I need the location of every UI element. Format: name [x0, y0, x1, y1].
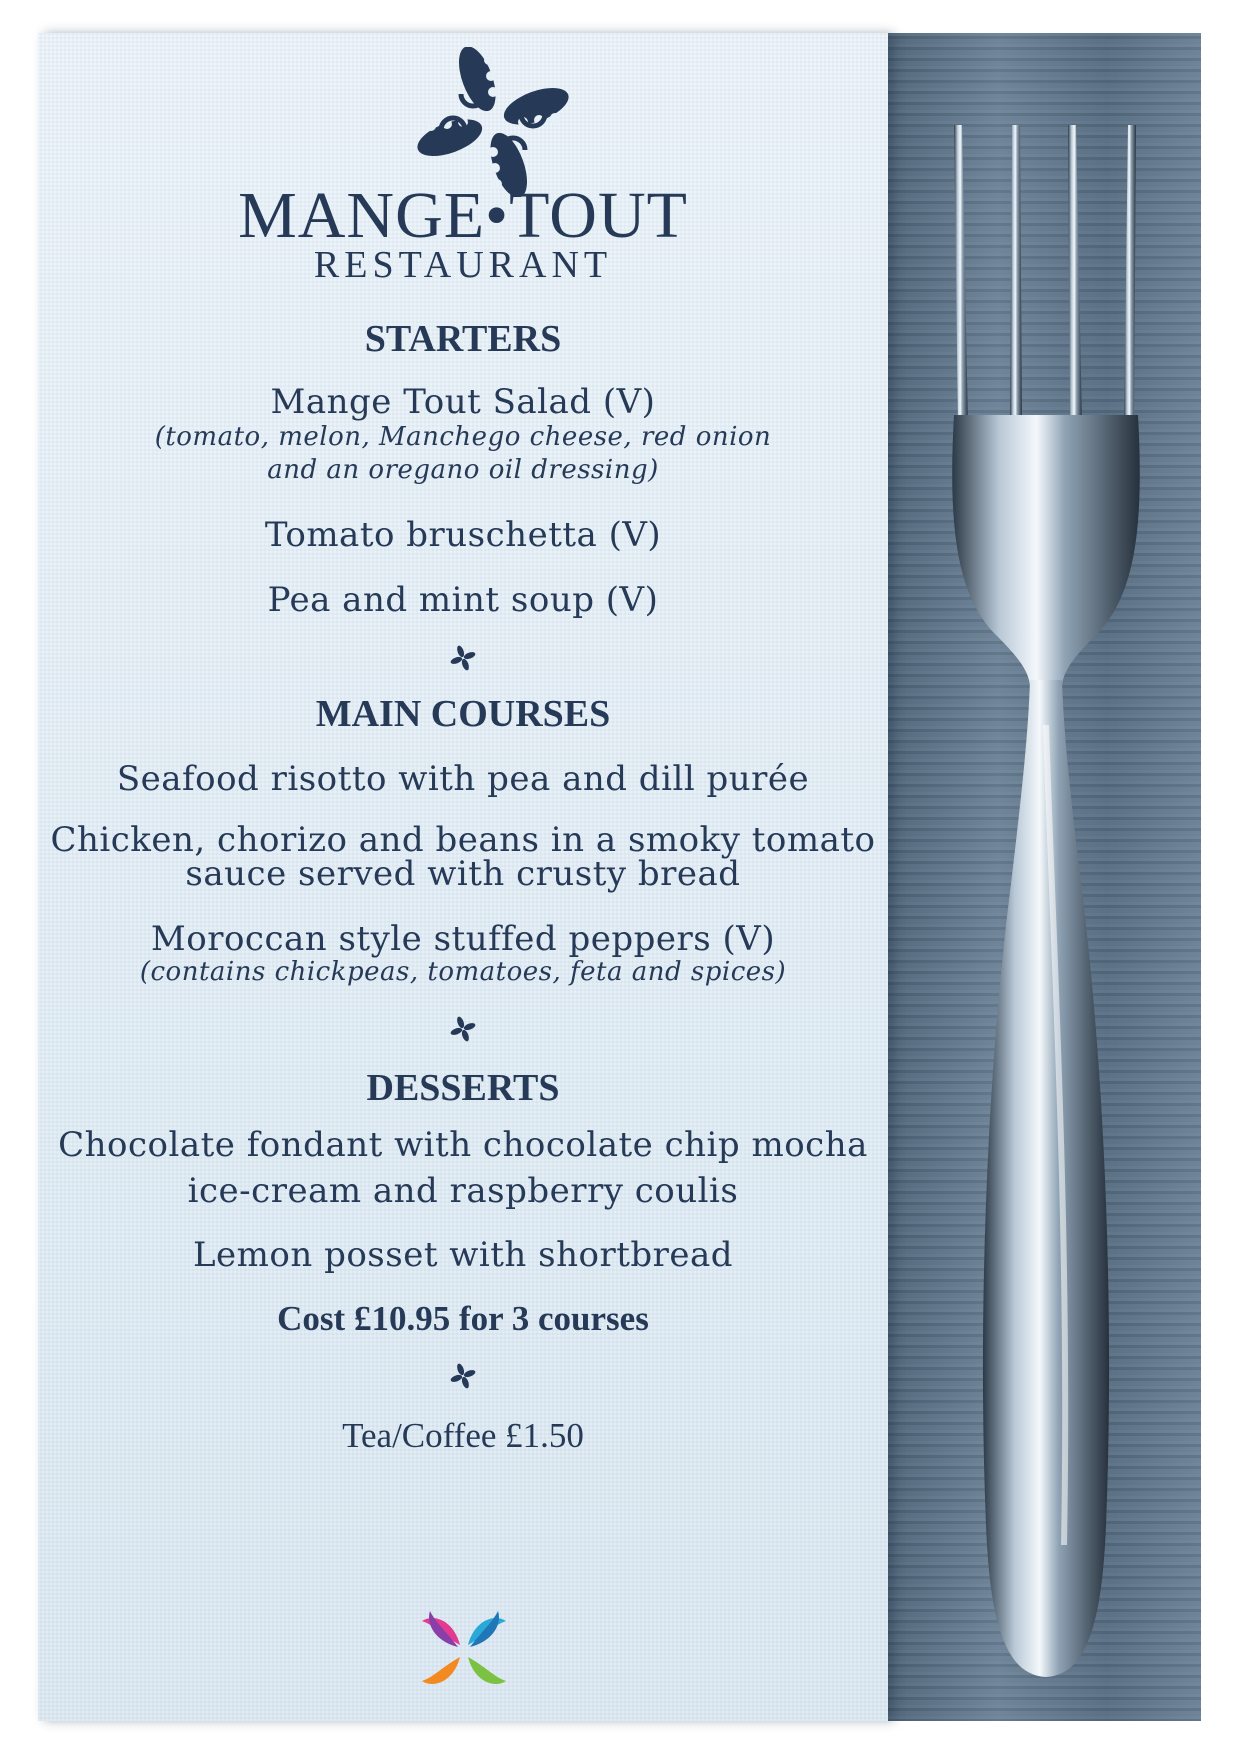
pea-pod-emblem-icon: [398, 47, 588, 197]
fork-image: [946, 125, 1146, 1680]
menu-item: Tomato bruschetta (V): [264, 515, 662, 555]
menu-item: Pea and mint soup (V): [267, 580, 659, 620]
menu-item-note: (contains chickpeas, tomatoes, feta and spices): [139, 957, 787, 987]
divider-emblem-icon: [449, 644, 477, 672]
menu-item: Chocolate fondant with chocolate chip mocha: [58, 1125, 868, 1165]
brand-subtitle: RESTAURANT: [313, 244, 613, 286]
price-statement: Cost £10.95 for 3 courses: [277, 1299, 649, 1338]
menu-item: Lemon posset with shortbread: [192, 1235, 734, 1275]
divider-emblem-icon: [449, 1362, 477, 1390]
divider-emblem-icon: [449, 1015, 477, 1043]
menu-item-note: and an oregano oil dressing): [267, 455, 659, 485]
brand-name: MANGE•TOUT: [238, 179, 688, 252]
linen-napkin: [38, 33, 888, 1721]
section-heading-main-courses: MAIN COURSES: [315, 693, 611, 735]
menu-item: sauce served with crusty bread: [185, 854, 741, 894]
menu-item: Moroccan style stuffed peppers (V): [150, 919, 776, 959]
council-logo-icon: [414, 1601, 514, 1701]
menu-item: Mange Tout Salad (V): [270, 382, 656, 422]
menu-item: Chicken, chorizo and beans in a smoky tomato: [50, 820, 876, 860]
menu-page: [38, 33, 1201, 1721]
menu-item-note: (tomato, melon, Manchego cheese, red onion: [154, 422, 772, 452]
wooden-table-background: [888, 33, 1201, 1721]
tea-coffee-price: Tea/Coffee £1.50: [342, 1416, 584, 1455]
menu-item: Seafood risotto with pea and dill purée: [116, 759, 810, 799]
menu-item: ice-cream and raspberry coulis: [187, 1171, 739, 1211]
section-heading-starters: STARTERS: [364, 318, 562, 360]
section-heading-desserts: DESSERTS: [366, 1067, 560, 1109]
